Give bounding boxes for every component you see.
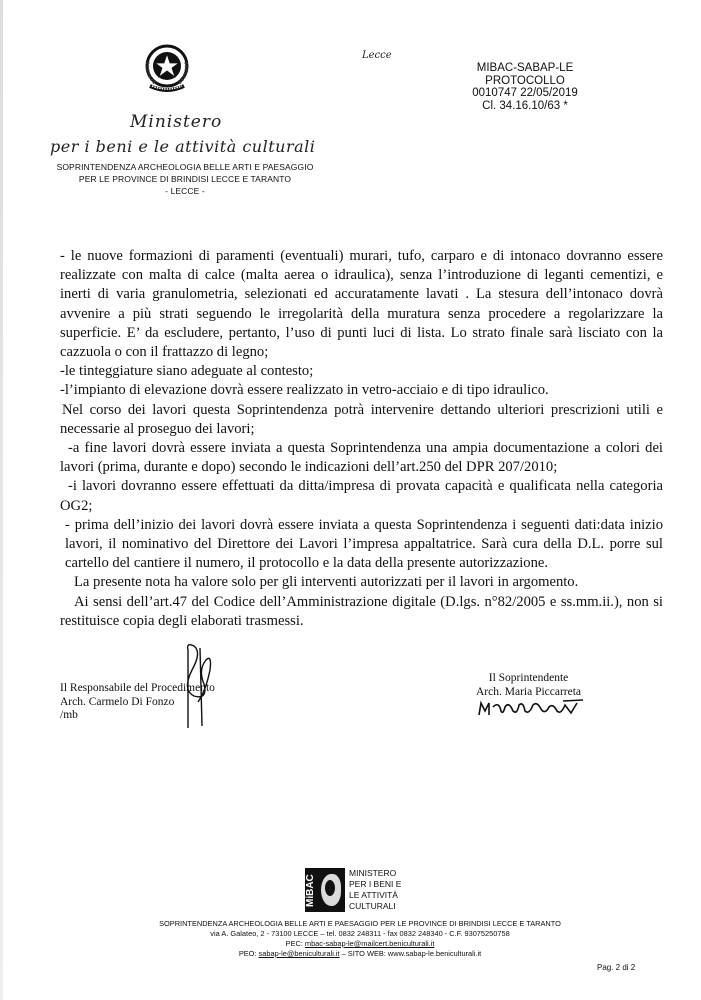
- logo-word-1: MINISTERO: [349, 868, 397, 878]
- mibac-logo-face-shadow: [325, 880, 335, 896]
- signer-left-role: Il Responsabile del Procedimento: [60, 682, 215, 694]
- handwritten-signature-right-icon: [475, 697, 585, 719]
- paragraph-digital-code: Ai sensi dell’art.47 del Codice dell’Amministrazione digitale (D.lgs. n°82/2005 e ss.mm.ii.), non si restituisce copia degli elaborati trasmessi.: [60, 593, 663, 629]
- footer-peo: [100, 949, 620, 958]
- paragraph-further-prescriptions: Nel corso dei lavori questa Soprintendenza potrà intervenire dettando ulteriori prescrizioni utili e necessarie al proseguo dei lavori;: [60, 401, 663, 437]
- website-text: – SITO WEB: www.sabap-le.beniculturali.it: [339, 949, 482, 958]
- protocol-stamp: [450, 62, 600, 112]
- pec-label: PEC:: [285, 939, 305, 948]
- logo-word-4: CULTURALI: [349, 901, 396, 911]
- pec-email-link[interactable]: mbac-sabap-le@mailcert.beniculturali.it: [304, 939, 435, 948]
- paragraph-masonry: - le nuove formazioni di paramenti (eventuali) murari, tufo, carparo e di intonaco dovranno essere realizzate con malta di calce (malta aerea o idraulica), senza l’introduzione di leganti cementizi, e inerti di varia granulometria, selezionati ed accuratamente lavati . La stesura dell’intonaco dovrà avvenire a più strati seguendo le irregolarità della muratura senza procedere a regolarizzare la superficie. E’ da escludere, pertanto, l’uso di punti luci di lista. Lo strato finale sarà lisciato con la cazzuola o con il frattazzo di legno;: [60, 248, 663, 361]
- footer-pec: [100, 939, 620, 948]
- paragraph-documentation: -a fine lavori dovrà essere inviata a questa Soprintendenza una ampia documentazione a colori dei lavori (prima, durante e dopo) secondo le indicazioni dell’art.250 del DPR 207/2010;: [60, 440, 663, 476]
- mibac-logo-text: MiBAC: [305, 874, 316, 908]
- protocol-label: PROTOCOLLO: [485, 74, 565, 87]
- logo-word-3: LE ATTIVITÀ: [349, 890, 398, 900]
- signer-right-name: Arch. Maria Piccarreta: [476, 685, 582, 698]
- ministero-script: Ministero: [130, 112, 223, 132]
- footer-office: SOPRINTENDENZA ARCHEOLOGIA BELLE ARTI E PAESAGGIO PER LE PROVINCE DI BRINDISI LECCE E TARANTO: [159, 919, 561, 928]
- office-line-3: - LECCE -: [165, 186, 205, 196]
- mibac-logo-icon: [305, 868, 345, 912]
- paragraph-contractor: -i lavori dovranno essere effettuati da ditta/impresa di provata capacità e qualificata nella categoria OG2;: [60, 478, 663, 514]
- signer-left-name: Arch. Carmelo Di Fonzo: [60, 695, 175, 708]
- handwritten-signature-left-icon: [168, 640, 228, 730]
- peo-email-link[interactable]: sabap-le@beniculturali.it: [258, 949, 340, 958]
- protocol-classification: Cl. 34.16.10/63 *: [482, 99, 568, 112]
- letter-body: [60, 247, 663, 631]
- footer-address: via A. Galateo, 2 - 73100 LECCE – tel. 0832 248311 - fax 0832 248340 - C.F. 93075250758: [210, 929, 510, 938]
- paragraph-elevator: -l’impianto di elevazione dovrà essere realizzato in vetro-acciaio e di tipo idraulico.: [60, 382, 549, 399]
- mibac-logo-words: [349, 868, 401, 912]
- office-line-1: SOPRINTENDENZA ARCHEOLOGIA BELLE ARTI E PAESAGGIO: [56, 162, 314, 172]
- office-line-2: PER LE PROVINCE DI BRINDISI LECCE E TARANTO: [78, 174, 292, 184]
- signer-left-initials: /mb: [60, 709, 78, 721]
- paragraph-start-data: - prima dell’inizio dei lavori dovrà essere inviata a questa Soprintendenza i seguenti dati:data inizio lavori, il nominativo del Direttore dei Lavori l’impresa appaltatrice. Sarà cura della D.L. porre sul cartello del cantiere il numero, il protocollo e la data della presente autorizzazione.: [65, 516, 663, 572]
- ministry-name-script: per i beni e le attività culturali: [50, 137, 316, 156]
- page-number: Pag. 2 di 2: [597, 963, 636, 972]
- signer-right-role: Il Soprintendente: [488, 672, 569, 684]
- handwritten-place: Lecce: [362, 50, 392, 61]
- logo-word-2: PER I BENI E: [349, 879, 402, 889]
- paragraph-validity: La presente nota ha valore solo per gli interventi autorizzati per il lavori in argomento.: [74, 574, 579, 591]
- scan-edge: [0, 0, 3, 1000]
- paragraph-painting: -le tinteggiature siano adeguate al contesto;: [60, 363, 314, 380]
- peo-label: PEO:: [238, 949, 259, 958]
- italian-republic-emblem-icon: [140, 42, 194, 96]
- signature-block-right: [476, 672, 581, 699]
- protocol-office: MIBAC-SABAP-LE: [476, 62, 574, 74]
- protocol-number-date: 0010747 22/05/2019: [472, 87, 578, 99]
